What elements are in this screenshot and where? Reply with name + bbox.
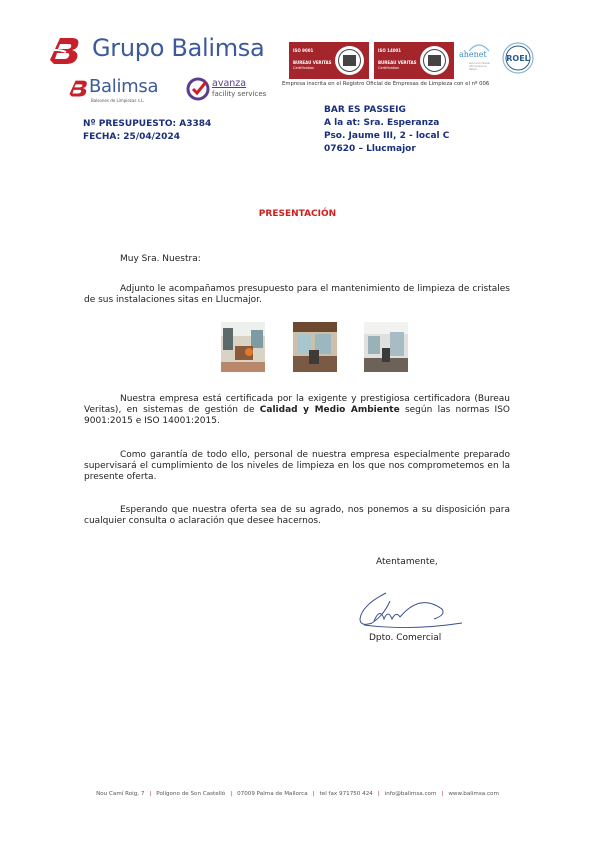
paragraph-closing bbox=[84, 505, 510, 527]
roel-name: ROEL bbox=[506, 54, 530, 63]
footer-industrial-park: Polígono de Son Castelló bbox=[156, 791, 226, 797]
footer-address: Nou Camí Roig, 7 bbox=[96, 791, 145, 797]
footer-separator: | bbox=[312, 791, 315, 797]
balimsa-logo bbox=[67, 76, 177, 106]
footer-website[interactable]: www.balimsa.com bbox=[448, 791, 499, 797]
footer-separator: | bbox=[149, 791, 152, 797]
paragraph-text: Nuestra empresa está certificada por la exigente y prestigiosa certificadora (Bureau Veritas), en sistemas de gestión de bbox=[84, 394, 510, 416]
ahenet-logo bbox=[459, 42, 495, 80]
quote-number: Nº PRESUPUESTO: A3384 bbox=[83, 119, 212, 129]
registry-note: Empresa inscrita en el Registro Oficial de Empresas de Limpieza con el nº 006 bbox=[282, 81, 490, 87]
quote-reference-block bbox=[83, 118, 211, 144]
footer-phone: tel fax 971750 424 bbox=[319, 791, 373, 797]
cert-body-label: BUREAU VERITAS bbox=[378, 60, 417, 65]
bureau-veritas-seal-icon bbox=[419, 45, 450, 76]
footer-email[interactable]: info@balimsa.com bbox=[384, 791, 437, 797]
cafe-terrace-photo bbox=[364, 322, 408, 372]
paragraph-text: Adjunto le acompañamos presupuesto para el mantenimiento de limpieza de cristales de sus instalaciones sitas en Llucmajor. bbox=[84, 284, 510, 306]
avanza-check-icon bbox=[186, 77, 210, 101]
bureau-veritas-seal-icon bbox=[334, 45, 365, 76]
roel-logo-icon bbox=[499, 42, 537, 74]
cert-iso-label: ISO 14001 bbox=[378, 48, 402, 53]
footer-separator: | bbox=[377, 791, 380, 797]
balimsa-b-icon bbox=[46, 34, 82, 66]
group-name: Grupo Balimsa bbox=[92, 34, 265, 62]
client-street: Pso. Jaume III, 2 - local C bbox=[324, 131, 450, 141]
cafe-windows-photo bbox=[293, 322, 337, 372]
client-address-block bbox=[324, 104, 449, 156]
brand-subtitle: Balsones de Limpiezas s.L. bbox=[91, 98, 145, 103]
cert-body-label: BUREAU VERITAS bbox=[293, 60, 332, 65]
cert-iso-label: ISO 9001 bbox=[293, 48, 314, 53]
closing-salutation: Atentamente, bbox=[376, 557, 438, 567]
grupo-balimsa-logo bbox=[46, 34, 286, 68]
highlight-text: Calidad y Medio Ambiente bbox=[259, 405, 400, 416]
iso-14001-certificate-badge bbox=[374, 42, 454, 79]
cafe-interior-photo bbox=[221, 322, 265, 372]
section-title: PRESENTACIÓN bbox=[258, 209, 337, 219]
department-signoff: Dpto. Comercial bbox=[369, 633, 442, 643]
handwritten-signature bbox=[350, 585, 470, 631]
paragraph-certification bbox=[84, 394, 510, 428]
paragraph-intro bbox=[84, 284, 510, 306]
avanza-logo bbox=[186, 77, 267, 103]
balimsa-b-small-icon bbox=[67, 78, 89, 98]
paragraph-guarantee bbox=[84, 450, 510, 484]
ahenet-name: ahenet bbox=[459, 50, 487, 59]
paragraph-text: Como garantía de todo ello, personal de nuestra empresa especialmente preparado supervisará el cumplimiento de los niveles de limpieza en los que nos comprometemos en la presente oferta. bbox=[84, 450, 510, 483]
salutation: Muy Sra. Nuestra: bbox=[120, 254, 201, 264]
client-name: BAR ES PASSEIG bbox=[324, 105, 406, 115]
footer-separator: | bbox=[441, 791, 444, 797]
partner-name: avanza bbox=[212, 78, 247, 89]
quote-date: FECHA: 25/04/2024 bbox=[83, 132, 180, 142]
cert-note-label: Certification bbox=[378, 66, 400, 70]
cert-note-label: Certification bbox=[293, 66, 315, 70]
brand-name: Balimsa bbox=[89, 76, 159, 97]
paragraph-text-end: según las normas ISO 9001:2015 e ISO 14001:2015. bbox=[84, 405, 510, 427]
partner-subtitle: facility services bbox=[212, 90, 267, 98]
ahenet-subtitle: Asociación Balear d'Empresas de Neteja bbox=[469, 62, 491, 71]
client-attention: A la at: Sra. Esperanza bbox=[324, 118, 440, 128]
footer-separator: | bbox=[230, 791, 233, 797]
paragraph-text: Esperando que nuestra oferta sea de su agrado, nos ponemos a su disposición para cualquier consulta o aclaración que desee hacernos. bbox=[84, 505, 510, 527]
footer-city: 07009 Palma de Mallorca bbox=[237, 791, 308, 797]
client-postal-city: 07620 – Llucmajor bbox=[324, 144, 416, 154]
page-footer bbox=[0, 791, 595, 797]
iso-9001-certificate-badge bbox=[289, 42, 369, 79]
